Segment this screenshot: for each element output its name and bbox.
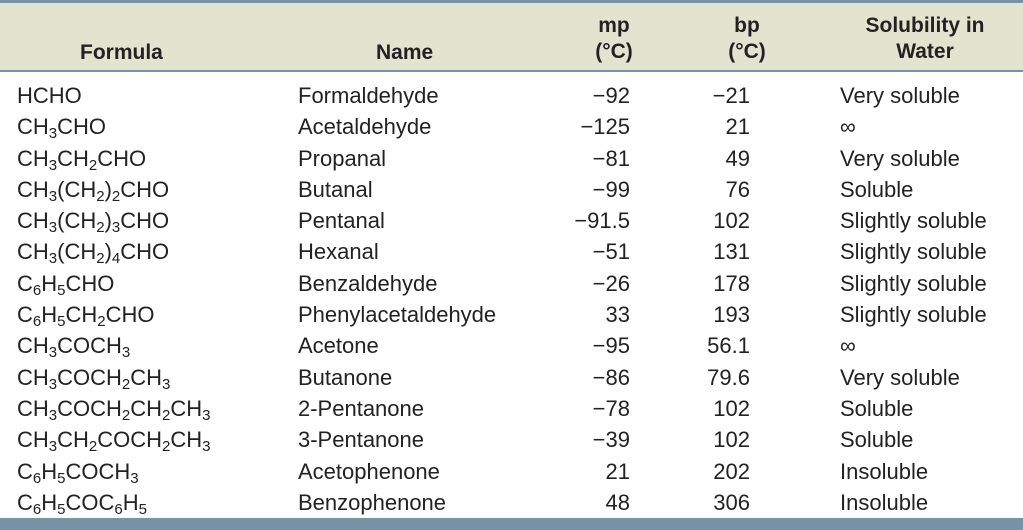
header-name: Name bbox=[376, 41, 434, 64]
formula-cell: $CH_3CH_2CHO$ bbox=[17, 145, 147, 174]
bp-cell: 178 bbox=[713, 270, 750, 296]
header-solubility bbox=[845, 13, 1005, 65]
solubility-cell: Very soluble bbox=[840, 83, 960, 108]
bp-cell: 79.6 bbox=[707, 364, 750, 390]
formula-cell: $CH_3(CH_2)_4CHO$ bbox=[17, 239, 170, 268]
header-formula: Formula bbox=[80, 41, 163, 64]
bp-cell: 76 bbox=[725, 176, 750, 202]
mp-cell: −91.5 bbox=[574, 208, 630, 234]
bp-cell: 102 bbox=[713, 208, 750, 234]
formula-cell: $CH_3(CH_2)_3CHO$ bbox=[17, 208, 170, 237]
mp-cell: 48 bbox=[605, 489, 630, 515]
table-header bbox=[0, 3, 1023, 72]
table-row bbox=[0, 205, 1023, 236]
mp-cell: −78 bbox=[592, 395, 630, 421]
mp-cell: −99 bbox=[592, 176, 630, 202]
bp-cell: −21 bbox=[712, 83, 750, 108]
bp-cell: 131 bbox=[713, 239, 750, 265]
table-row bbox=[0, 236, 1023, 267]
table-body bbox=[0, 80, 1023, 518]
mp-cell: −39 bbox=[592, 427, 630, 453]
header-solubility-line1: Solubility in bbox=[865, 14, 985, 37]
name-cell: Hexanal bbox=[298, 239, 379, 265]
table-row bbox=[0, 487, 1023, 518]
solubility-cell: Slightly soluble bbox=[840, 208, 987, 234]
name-cell: Formaldehyde bbox=[298, 83, 439, 108]
name-cell: Propanal bbox=[298, 145, 387, 171]
table-row bbox=[0, 299, 1023, 330]
formula-cell: $CH_3(CH_2)_2CHO$ bbox=[17, 176, 170, 205]
bp-cell: 193 bbox=[713, 302, 750, 328]
table-row bbox=[0, 174, 1023, 205]
bp-cell: 102 bbox=[713, 427, 750, 453]
header-solubility-line2: Water bbox=[896, 40, 954, 63]
solubility-cell: Slightly soluble bbox=[840, 239, 987, 265]
solubility-cell: Very soluble bbox=[840, 145, 960, 171]
formula-cell: $C_6H_5COCH_3$ bbox=[17, 458, 139, 487]
bp-cell: 49 bbox=[725, 145, 750, 171]
mp-cell: 21 bbox=[605, 458, 630, 484]
mp-cell: −95 bbox=[592, 333, 630, 359]
table-row bbox=[0, 456, 1023, 487]
header-bp-line2: (°C) bbox=[728, 40, 766, 63]
formula-cell: HCHO bbox=[17, 83, 82, 108]
name-cell: Acetaldehyde bbox=[298, 114, 432, 140]
name-cell: Acetophenone bbox=[298, 458, 440, 484]
solubility-cell: Soluble bbox=[840, 395, 914, 421]
formula-cell: $C_6H_5CHO$ bbox=[17, 270, 115, 299]
name-cell: Butanal bbox=[298, 176, 373, 202]
table-row bbox=[0, 393, 1023, 424]
table-row bbox=[0, 80, 1023, 111]
formula-cell: $CH_3COCH_2CH_3$ bbox=[17, 364, 171, 393]
header-bp bbox=[720, 13, 774, 65]
solubility-cell: Soluble bbox=[840, 427, 914, 453]
solubility-cell: ∞ bbox=[840, 114, 856, 140]
formula-cell: $CH_3COCH_3$ bbox=[17, 333, 131, 362]
table-row bbox=[0, 362, 1023, 393]
name-cell: 3-Pentanone bbox=[298, 427, 424, 453]
table-row bbox=[0, 330, 1023, 361]
name-cell: Acetone bbox=[298, 333, 379, 359]
header-mp bbox=[590, 13, 638, 65]
bottom-rule bbox=[0, 518, 1023, 530]
table-row bbox=[0, 268, 1023, 299]
formula-cell: $CH_3COCH_2CH_2CH_3$ bbox=[17, 395, 211, 424]
formula-cell: $CH_3CH_2COCH_2CH_3$ bbox=[17, 427, 211, 456]
name-cell: 2-Pentanone bbox=[298, 395, 424, 421]
bp-cell: 102 bbox=[713, 395, 750, 421]
mp-cell: −92 bbox=[592, 83, 630, 108]
bp-cell: 306 bbox=[713, 489, 750, 515]
solubility-cell: Slightly soluble bbox=[840, 302, 987, 328]
mp-cell: −26 bbox=[592, 270, 630, 296]
bp-cell: 21 bbox=[725, 114, 750, 140]
solubility-cell: Insoluble bbox=[840, 458, 929, 484]
formula-cell: $CH_3CHO$ bbox=[17, 114, 107, 143]
table-row bbox=[0, 143, 1023, 174]
bp-cell: 56.1 bbox=[707, 333, 750, 359]
header-mp-line1: mp bbox=[598, 14, 630, 37]
name-cell: Pentanal bbox=[298, 208, 385, 234]
formula-cell: $C_6H_5CH_2CHO$ bbox=[17, 302, 155, 331]
solubility-cell: Soluble bbox=[840, 176, 914, 202]
mp-cell: −86 bbox=[592, 364, 630, 390]
name-cell: Benzaldehyde bbox=[298, 270, 438, 296]
name-cell: Phenylacetaldehyde bbox=[298, 302, 497, 328]
mp-cell: −125 bbox=[580, 114, 630, 140]
mp-cell: −81 bbox=[592, 145, 630, 171]
solubility-cell: Slightly soluble bbox=[840, 270, 987, 296]
solubility-cell: ∞ bbox=[840, 333, 856, 359]
mp-cell: 33 bbox=[605, 302, 630, 328]
solubility-cell: Very soluble bbox=[840, 364, 960, 390]
table-row bbox=[0, 424, 1023, 455]
name-cell: Benzophenone bbox=[298, 489, 447, 515]
formula-cell: $C_6H_5COC_6H_5$ bbox=[17, 489, 147, 518]
name-cell: Butanone bbox=[298, 364, 393, 390]
header-bp-line1: bp bbox=[734, 14, 760, 37]
solubility-cell: Insoluble bbox=[840, 489, 929, 515]
bp-cell: 202 bbox=[713, 458, 750, 484]
table-row bbox=[0, 111, 1023, 142]
mp-cell: −51 bbox=[592, 239, 630, 265]
header-mp-line2: (°C) bbox=[595, 40, 633, 63]
